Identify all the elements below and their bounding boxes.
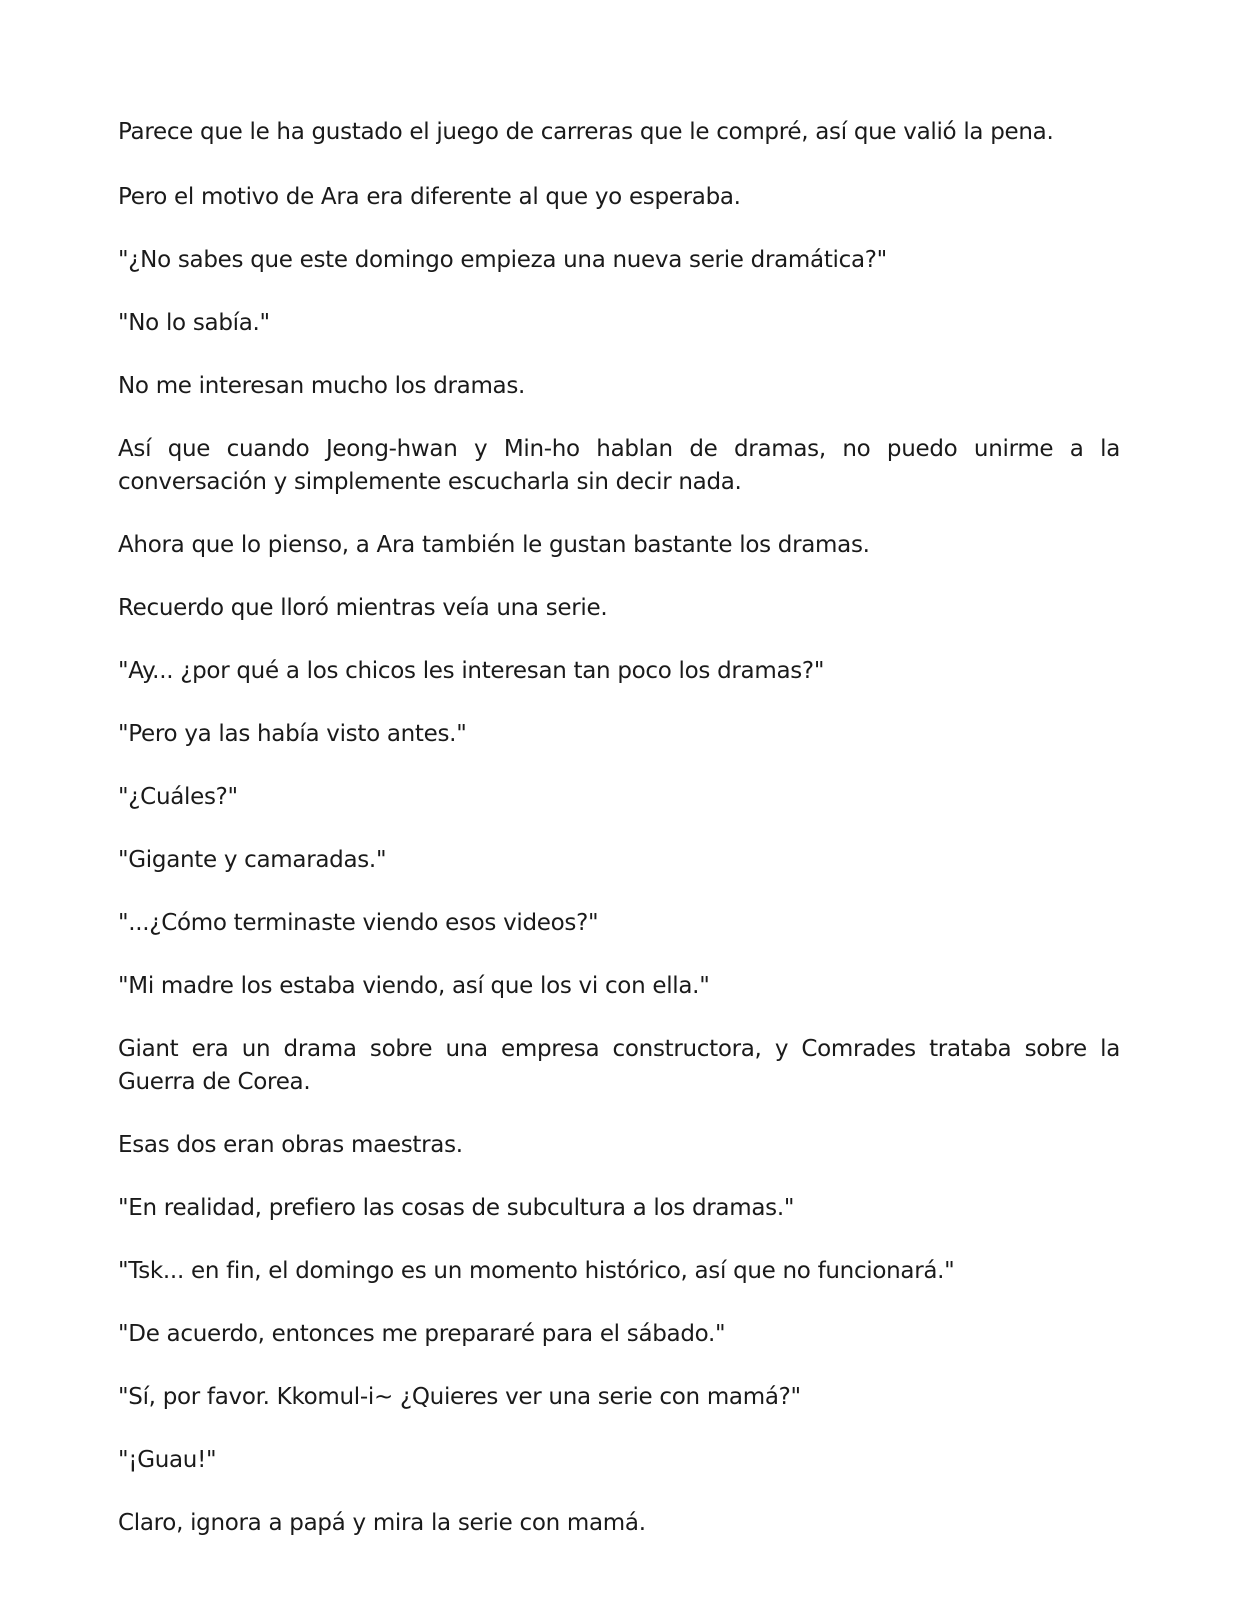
paragraph: "¡Guau!" (118, 1447, 217, 1473)
paragraph: "De acuerdo, entonces me prepararé para el sábado." (118, 1321, 726, 1347)
paragraph: Esas dos eran obras maestras. (118, 1132, 463, 1158)
paragraph: "Tsk... en fin, el domingo es un momento histórico, así que no funcionará." (118, 1258, 955, 1284)
paragraph: "Pero ya las había visto antes." (118, 721, 467, 747)
paragraph: "No lo sabía." (118, 310, 270, 336)
paragraph: Parece que le ha gustado el juego de carreras que le compré, así que valió la pena. (118, 119, 1054, 145)
paragraph: "¿No sabes que este domingo empieza una nueva serie dramática?" (118, 247, 887, 273)
paragraph: "Mi madre los estaba viendo, así que los vi con ella." (118, 973, 710, 999)
paragraph: "...¿Cómo terminaste viendo esos videos?" (118, 910, 599, 936)
paragraph: No me interesan mucho los dramas. (118, 373, 526, 399)
paragraph: Pero el motivo de Ara era diferente al que yo esperaba. (118, 184, 741, 210)
paragraph: "Sí, por favor. Kkomul-i~ ¿Quieres ver una serie con mamá?" (118, 1384, 801, 1410)
paragraph: Giant era un drama sobre una empresa constructora, y Comrades trataba sobre la Guerra de Corea. (118, 1036, 1120, 1095)
paragraph: Ahora que lo pienso, a Ara también le gustan bastante los dramas. (118, 532, 870, 558)
paragraph: "Ay... ¿por qué a los chicos les interesan tan poco los dramas?" (118, 658, 825, 684)
paragraph: "Gigante y camaradas." (118, 847, 387, 873)
paragraph: Recuerdo que lloró mientras veía una serie. (118, 595, 608, 621)
paragraph: "¿Cuáles?" (118, 784, 238, 810)
paragraph: "En realidad, prefiero las cosas de subcultura a los dramas." (118, 1195, 795, 1221)
paragraph: Claro, ignora a papá y mira la serie con mamá. (118, 1510, 646, 1536)
paragraph: Así que cuando Jeong-hwan y Min-ho hablan de dramas, no puedo unirme a la conversación y simplemente escucharla sin decir nada. (118, 436, 1120, 495)
